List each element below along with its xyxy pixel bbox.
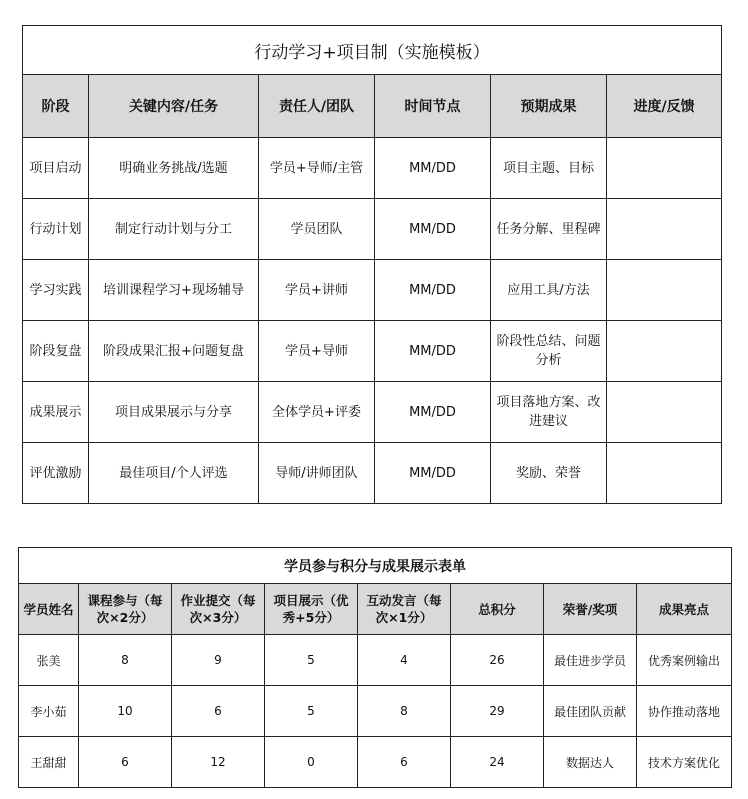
table1-header-tasks: 关键内容/任务 bbox=[89, 75, 259, 138]
table-cell: 任务分解、里程碑 bbox=[491, 199, 607, 260]
table-cell: 8 bbox=[79, 635, 172, 686]
table-cell: 阶段性总结、问题分析 bbox=[491, 321, 607, 382]
table-cell bbox=[607, 138, 722, 199]
table2-header-project: 项目展示（优秀+5分） bbox=[265, 584, 358, 635]
table-cell: 项目主题、目标 bbox=[491, 138, 607, 199]
table-cell: 数据达人 bbox=[544, 737, 637, 788]
table-cell: MM/DD bbox=[375, 138, 491, 199]
table2-title: 学员参与积分与成果展示表单 bbox=[19, 548, 732, 584]
table2-header-interaction: 互动发言（每次×1分） bbox=[358, 584, 451, 635]
table2-header-course: 课程参与（每次×2分） bbox=[79, 584, 172, 635]
table-cell: 行动计划 bbox=[23, 199, 89, 260]
table-cell: 奖励、荣誉 bbox=[491, 443, 607, 504]
table-cell: 技术方案优化 bbox=[637, 737, 732, 788]
table-cell: 张美 bbox=[19, 635, 79, 686]
table-cell: 学员+导师/主管 bbox=[259, 138, 375, 199]
table-row bbox=[23, 443, 722, 504]
table-cell: 李小茹 bbox=[19, 686, 79, 737]
table-cell bbox=[607, 199, 722, 260]
table-row bbox=[23, 199, 722, 260]
table2-header-name: 学员姓名 bbox=[19, 584, 79, 635]
table-cell: 导师/讲师团队 bbox=[259, 443, 375, 504]
table-cell: 学习实践 bbox=[23, 260, 89, 321]
table2-header-honor: 荣誉/奖项 bbox=[544, 584, 637, 635]
table-cell: 最佳进步学员 bbox=[544, 635, 637, 686]
table-cell: MM/DD bbox=[375, 382, 491, 443]
table-cell: 项目启动 bbox=[23, 138, 89, 199]
table-cell bbox=[607, 321, 722, 382]
implementation-template-table bbox=[22, 25, 722, 504]
table-cell: 学员+讲师 bbox=[259, 260, 375, 321]
table1-header-time: 时间节点 bbox=[375, 75, 491, 138]
table-cell: 培训课程学习+现场辅导 bbox=[89, 260, 259, 321]
table-cell bbox=[607, 260, 722, 321]
table-cell: 最佳项目/个人评选 bbox=[89, 443, 259, 504]
table-row bbox=[23, 321, 722, 382]
table-cell: 王甜甜 bbox=[19, 737, 79, 788]
table-row bbox=[23, 138, 722, 199]
table-cell: 项目成果展示与分享 bbox=[89, 382, 259, 443]
table-cell: 24 bbox=[451, 737, 544, 788]
table-cell: 6 bbox=[172, 686, 265, 737]
table-cell: 应用工具/方法 bbox=[491, 260, 607, 321]
table-cell: 阶段复盘 bbox=[23, 321, 89, 382]
table-cell: 10 bbox=[79, 686, 172, 737]
table-cell: 9 bbox=[172, 635, 265, 686]
table-cell: 优秀案例输出 bbox=[637, 635, 732, 686]
table-cell: 26 bbox=[451, 635, 544, 686]
table-cell: 评优激励 bbox=[23, 443, 89, 504]
table-row bbox=[19, 737, 732, 788]
table-cell: 5 bbox=[265, 686, 358, 737]
table2-header-total: 总积分 bbox=[451, 584, 544, 635]
table-cell: MM/DD bbox=[375, 321, 491, 382]
table-cell bbox=[607, 382, 722, 443]
student-points-table bbox=[18, 547, 732, 788]
table-row bbox=[23, 382, 722, 443]
table-cell: 12 bbox=[172, 737, 265, 788]
table-row bbox=[19, 635, 732, 686]
table-cell: 6 bbox=[79, 737, 172, 788]
table-cell: 成果展示 bbox=[23, 382, 89, 443]
table-cell: 0 bbox=[265, 737, 358, 788]
table-cell: 学员+导师 bbox=[259, 321, 375, 382]
table-cell: 学员团队 bbox=[259, 199, 375, 260]
table-cell: 4 bbox=[358, 635, 451, 686]
table1-header-progress: 进度/反馈 bbox=[607, 75, 722, 138]
table-cell bbox=[607, 443, 722, 504]
table-cell: 制定行动计划与分工 bbox=[89, 199, 259, 260]
table2-header-highlight: 成果亮点 bbox=[637, 584, 732, 635]
table-cell: 项目落地方案、改进建议 bbox=[491, 382, 607, 443]
table-cell: MM/DD bbox=[375, 260, 491, 321]
table-cell: 协作推动落地 bbox=[637, 686, 732, 737]
table1-header-stage: 阶段 bbox=[23, 75, 89, 138]
table-cell: 阶段成果汇报+问题复盘 bbox=[89, 321, 259, 382]
table1-title: 行动学习+项目制（实施模板） bbox=[23, 26, 722, 75]
table-cell: 最佳团队贡献 bbox=[544, 686, 637, 737]
table-cell: 5 bbox=[265, 635, 358, 686]
table-row bbox=[23, 260, 722, 321]
table-cell: 8 bbox=[358, 686, 451, 737]
table-row bbox=[19, 686, 732, 737]
table1-header-outcome: 预期成果 bbox=[491, 75, 607, 138]
table-cell: MM/DD bbox=[375, 199, 491, 260]
table1-header-owner: 责任人/团队 bbox=[259, 75, 375, 138]
table-cell: 29 bbox=[451, 686, 544, 737]
table2-header-homework: 作业提交（每次×3分） bbox=[172, 584, 265, 635]
table-cell: 6 bbox=[358, 737, 451, 788]
table-cell: MM/DD bbox=[375, 443, 491, 504]
table-cell: 明确业务挑战/选题 bbox=[89, 138, 259, 199]
table-cell: 全体学员+评委 bbox=[259, 382, 375, 443]
